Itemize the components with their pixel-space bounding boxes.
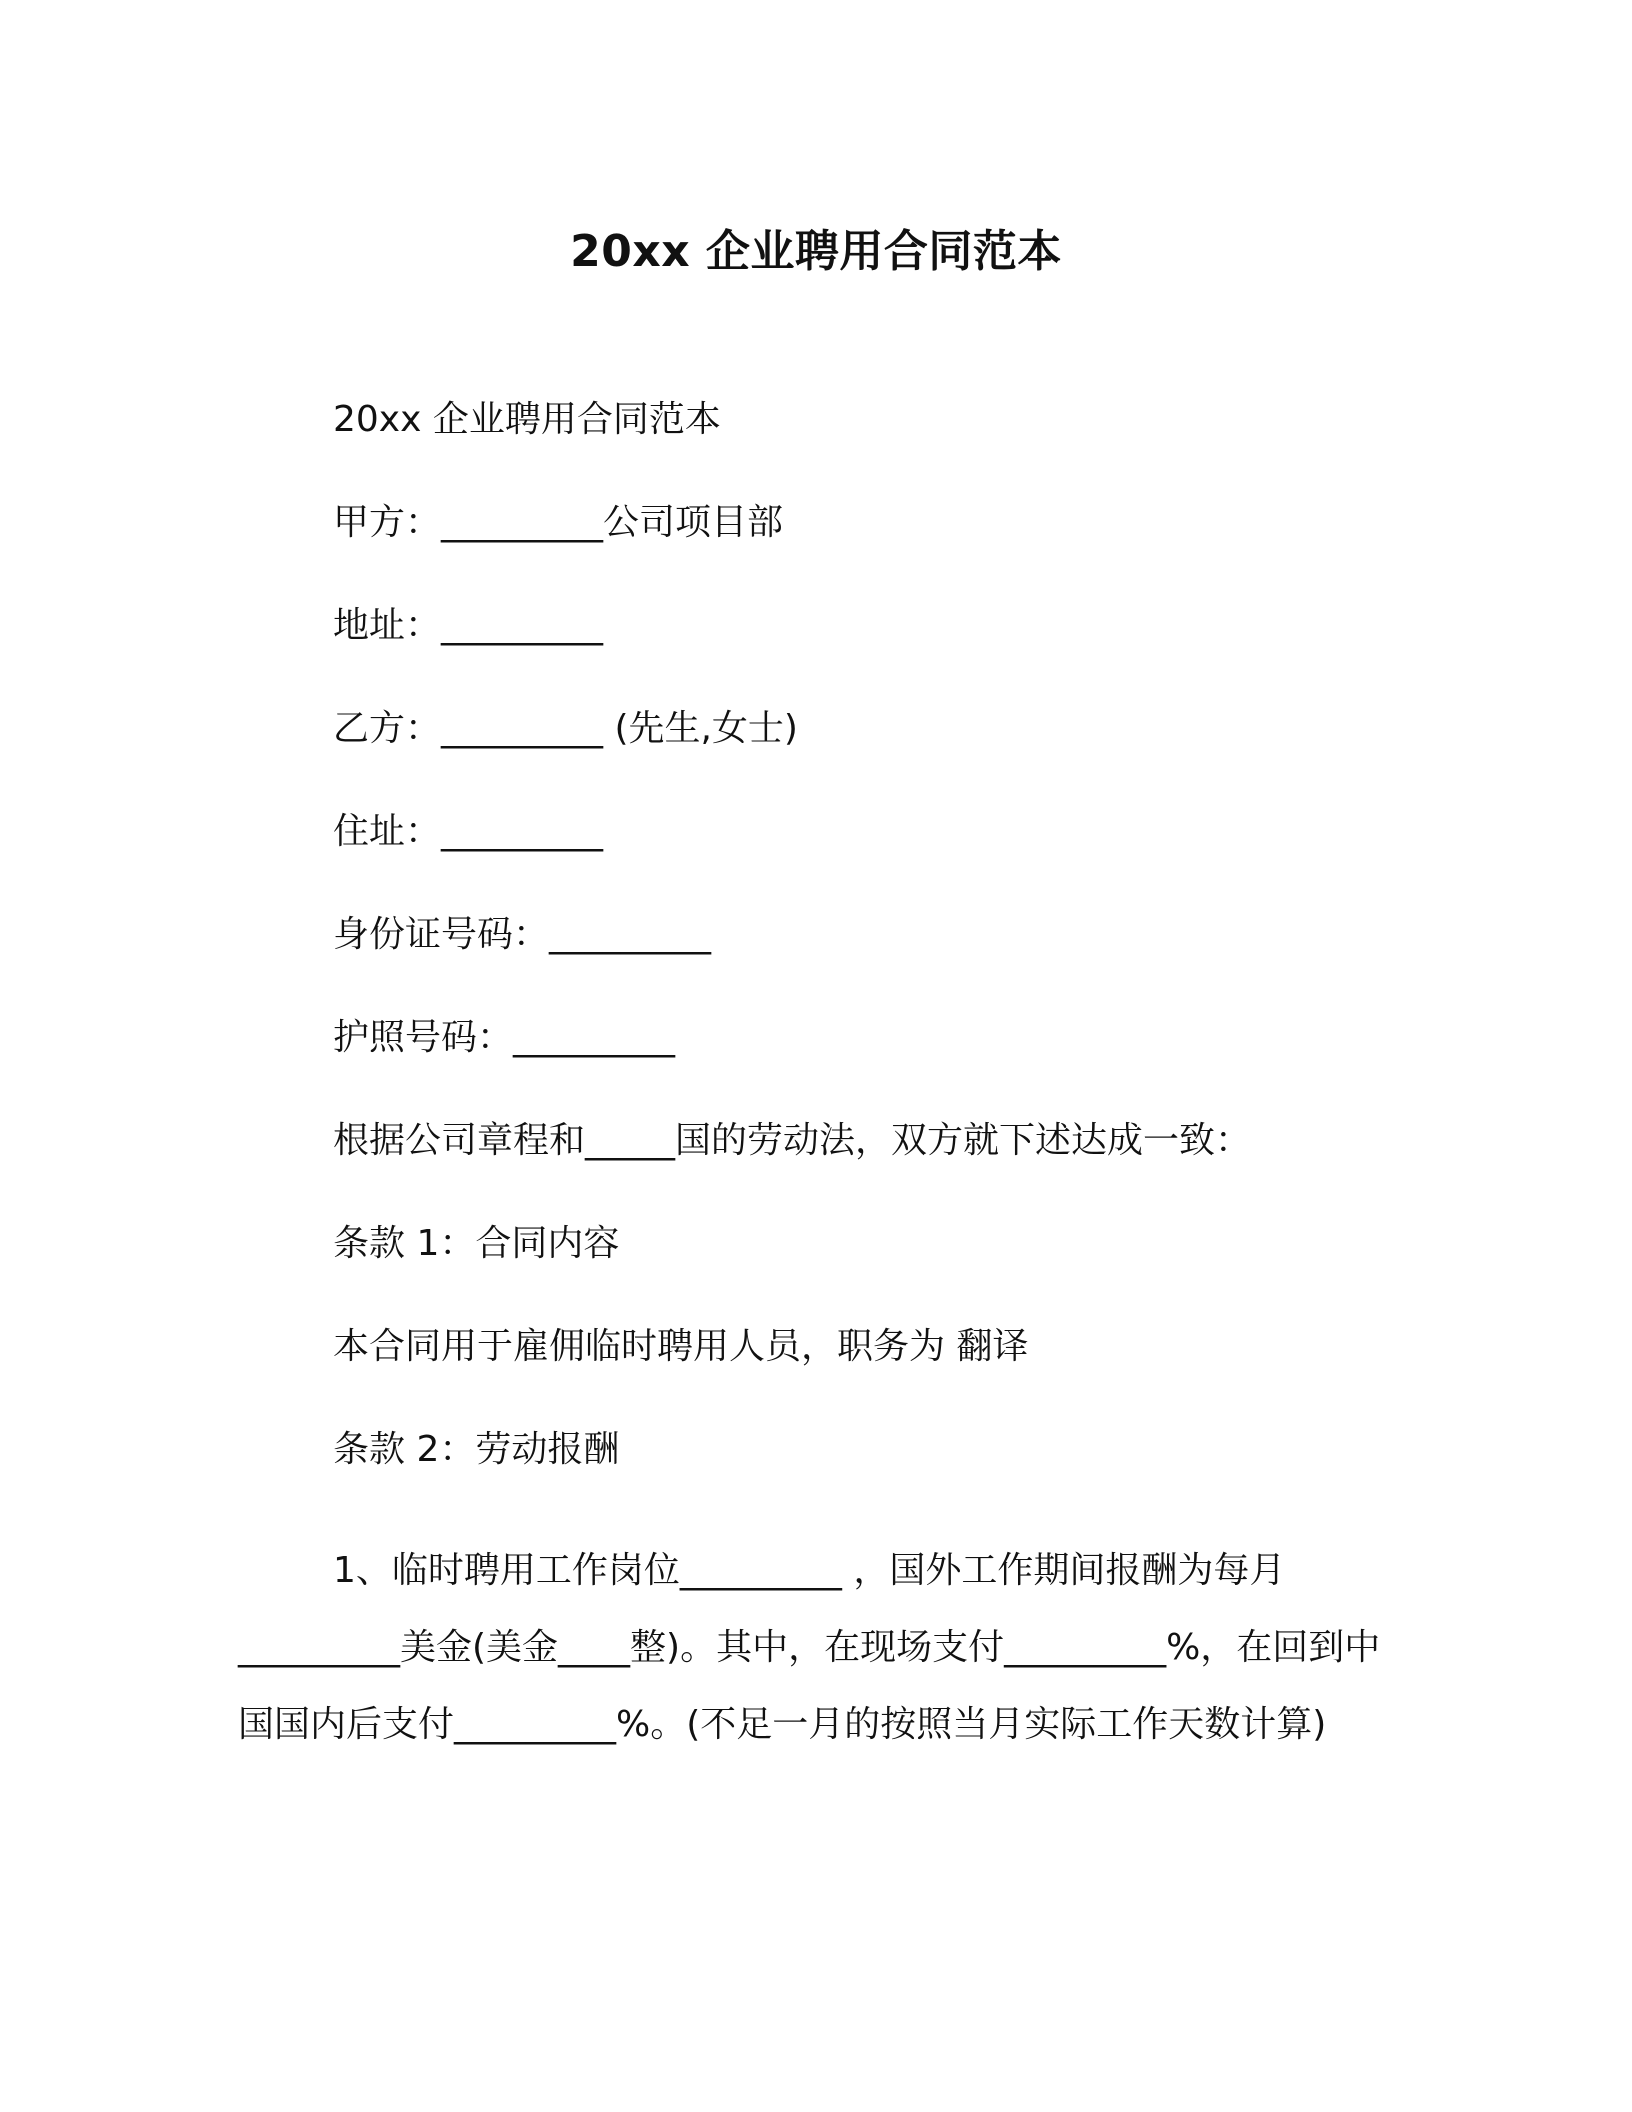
clause2-heading: 条款 2：劳动报酬 [333,1429,620,1470]
party-a-address-line: 地址：_________ [333,605,604,646]
clause2-item1-paragraph: 1、临时聘用工作岗位_________ ，国外工作期间报酬为每月_________美金(美金____整)。其中，在现场支付_________%，在回到中国国内后支付_________%。(不足一月的按照当月实际工作天数计算) [238,1550,1381,1745]
party-a-line: 甲方：_________公司项目部 [333,502,784,543]
document-title: 20xx 企业聘用合同范本 [570,226,1062,277]
agreement-basis-line: 根据公司章程和_____国的劳动法，双方就下述达成一致： [333,1120,1252,1161]
clause1-text: 本合同用于雇佣临时聘用人员，职务为 翻译 [333,1326,1029,1367]
party-b-line: 乙方：_________ (先生,女士) [333,708,798,749]
id-number-line: 身份证号码：_________ [333,914,712,955]
party-b-address-line: 住址：_________ [333,811,604,852]
document-subtitle: 20xx 企业聘用合同范本 [333,399,721,440]
clause1-heading: 条款 1：合同内容 [333,1223,620,1264]
passport-number-line: 护照号码：_________ [333,1017,676,1058]
